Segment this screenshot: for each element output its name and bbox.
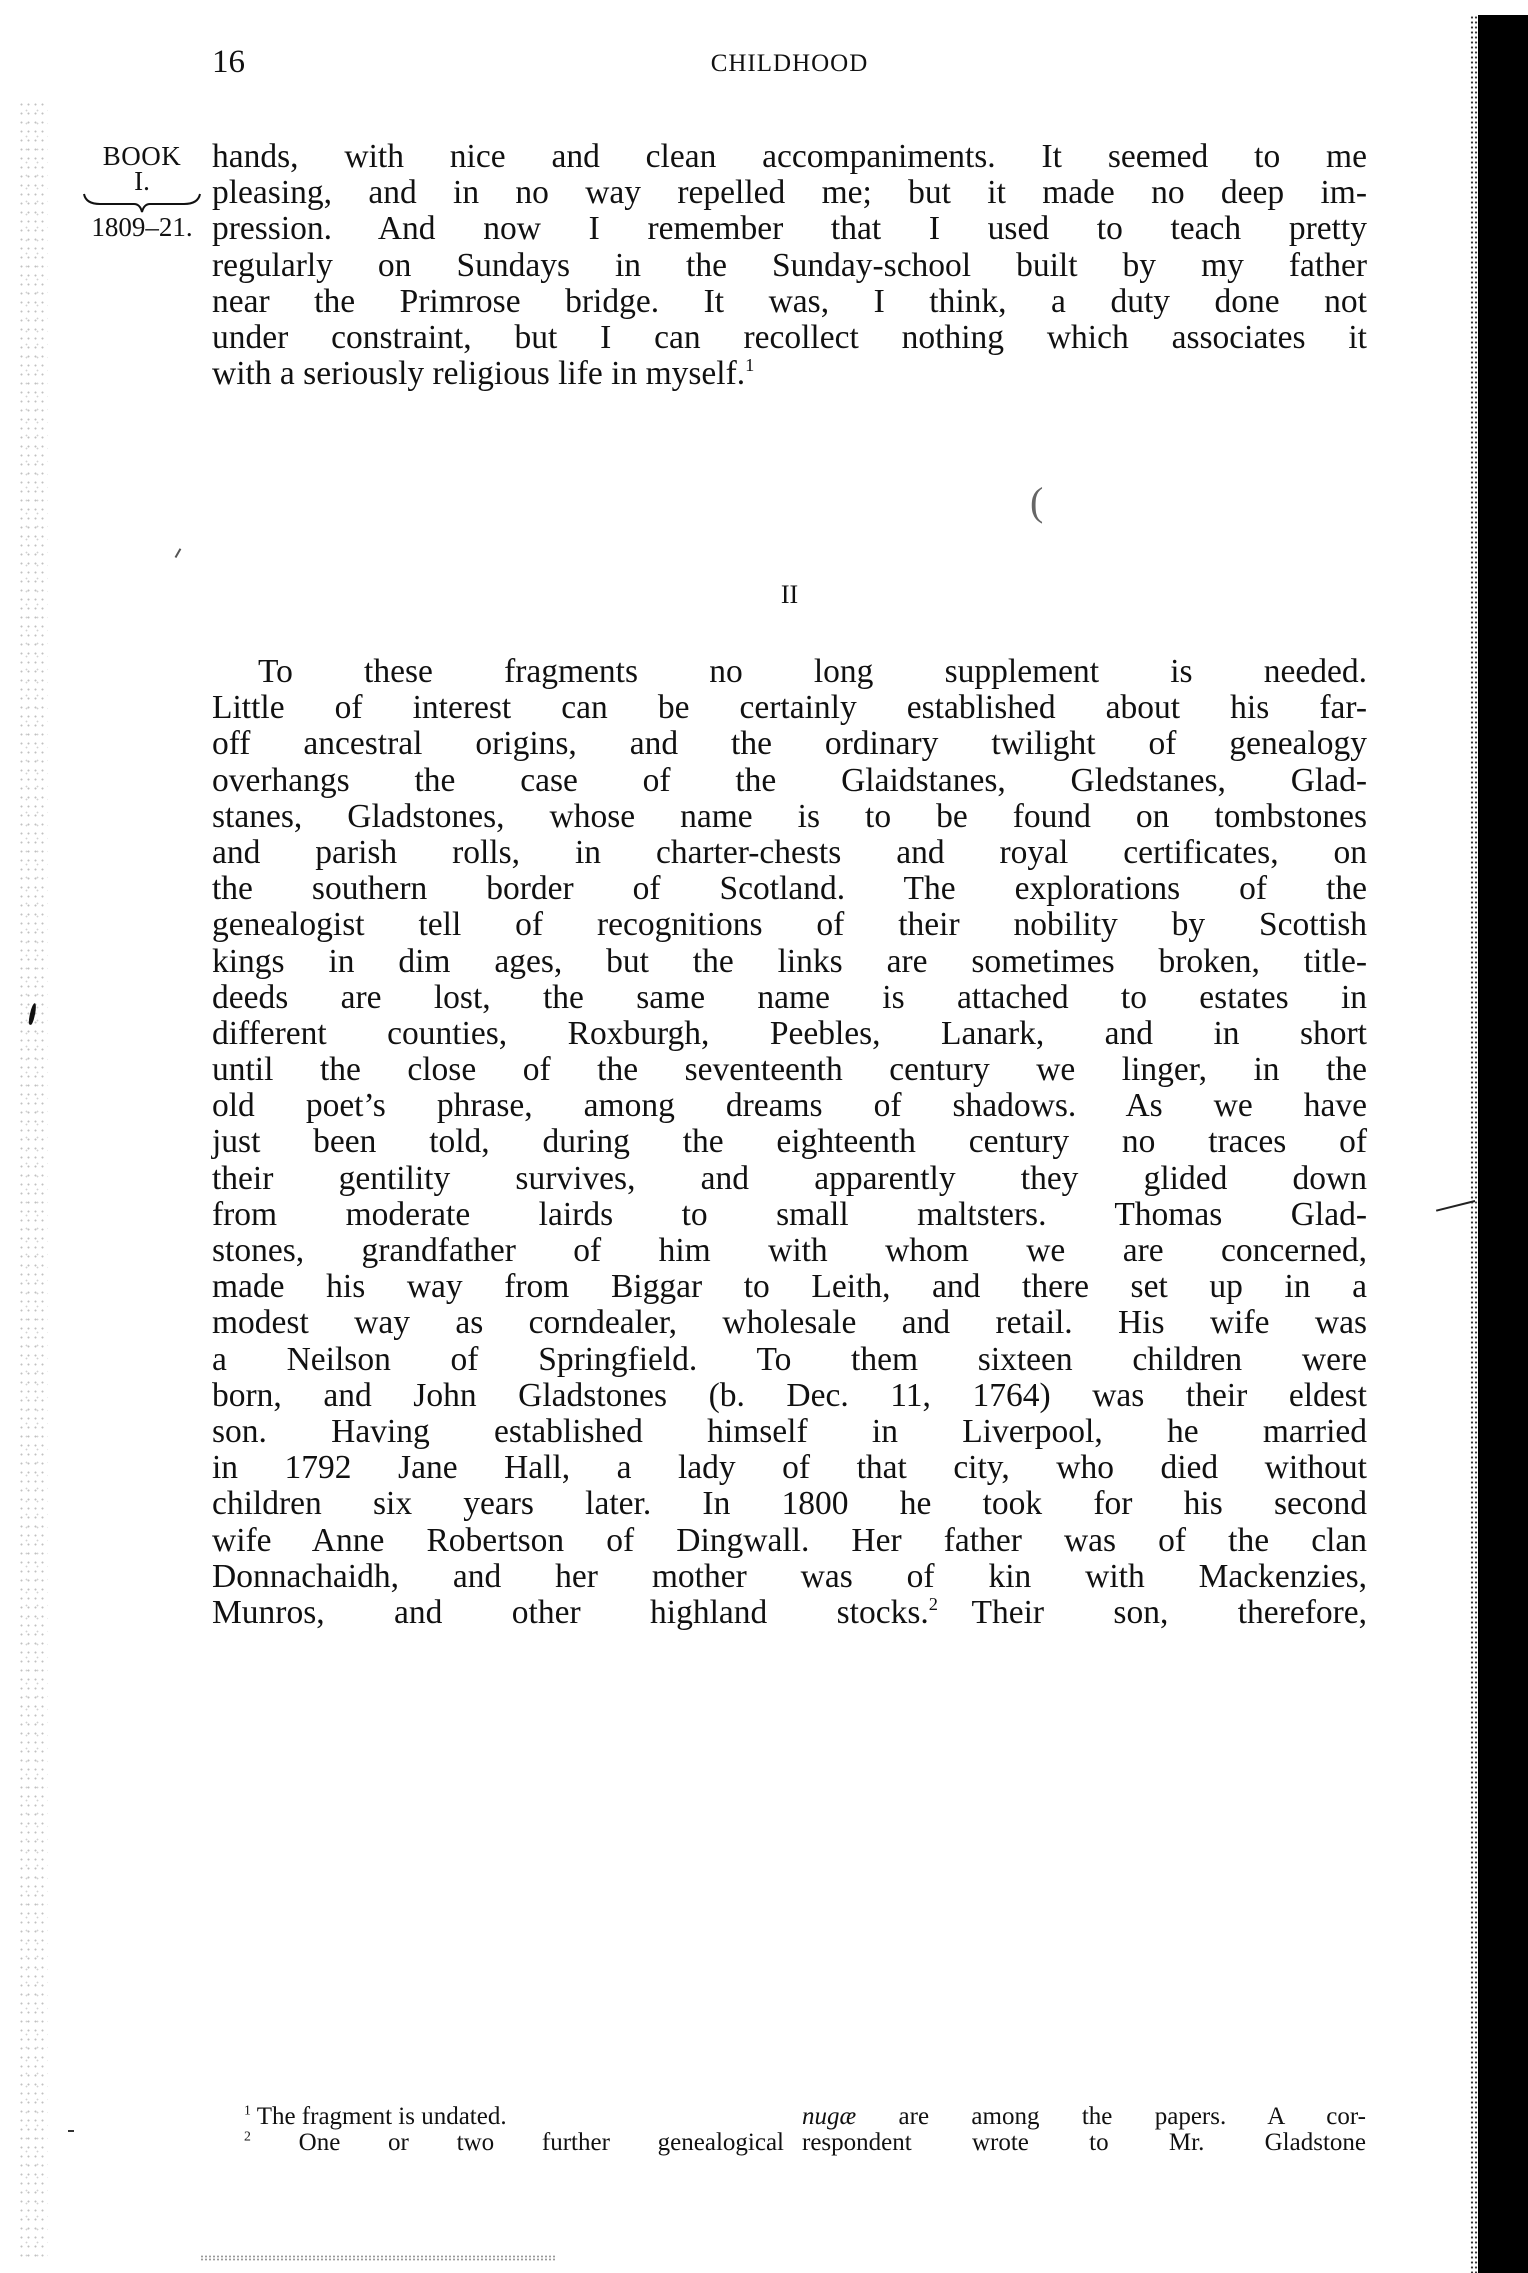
- margin-book-number: I.: [134, 166, 150, 196]
- footnote-ref-1[interactable]: 1: [745, 355, 755, 376]
- text-line: pleasing, and in no way repelled me; but it made no deep im-: [212, 174, 1367, 212]
- text-line: modest way as corndealer, wholesale and retail. His wife was: [212, 1304, 1367, 1342]
- text-line: different counties, Roxburgh, Peebles, Lanark, and in short: [212, 1014, 1367, 1052]
- bottom-smudge: [200, 2255, 555, 2261]
- gutter-speckle: [18, 100, 48, 2260]
- binding-shadow: [1478, 15, 1528, 2273]
- text-line: Donnachaidh, and her mother was of kin with Mackenzies,: [212, 1557, 1367, 1595]
- footnote-continuation: [802, 2104, 1366, 2130]
- text-line: in 1792 Jane Hall, a lady of that city, who died without: [212, 1449, 1367, 1487]
- text-line: overhangs the case of the Glaidstanes, Gledstanes, Glad-: [212, 761, 1367, 799]
- text-line: stanes, Gladstones, whose name is to be found on tombstones: [212, 797, 1367, 835]
- text-line: near the Primrose bridge. It was, I think, a duty done not: [212, 282, 1367, 320]
- footnotes-right-column: [802, 2104, 1366, 2156]
- footnote-italic-word: nugæ: [802, 2103, 857, 2130]
- text-line: pression. And now I remember that I used to teach pretty: [212, 210, 1367, 248]
- text-line: children six years later. In 1800 he took for his second: [212, 1485, 1367, 1523]
- text-line: their gentility survives, and apparently they glided down: [212, 1159, 1367, 1197]
- footnote-2: [244, 2130, 784, 2156]
- text-line: born, and John Gladstones (b. Dec. 11, 1764) was their eldest: [212, 1376, 1367, 1414]
- running-title: CHILDHOOD: [710, 50, 869, 77]
- text-line: the southern border of Scotland. The explorations of the: [212, 870, 1367, 908]
- footnote-text: respondent wrote to Mr. Gladstone: [802, 2129, 1366, 2156]
- stray-tick-mark: [175, 548, 181, 557]
- text-line: [212, 356, 1367, 392]
- footnote-text: are among the papers. A cor-: [856, 2103, 1366, 2130]
- text-line: under constraint, but I can recollect nothing which associates it: [212, 318, 1367, 356]
- text-line: old poet’s phrase, among dreams of shadows. As we have: [212, 1087, 1367, 1125]
- text-line-tail: Their son, therefore,: [971, 1593, 1367, 1631]
- text-line: son. Having established himself in Liverpool, he married: [212, 1412, 1367, 1450]
- text-line: deeds are lost, the same name is attached to estates in: [212, 978, 1367, 1016]
- footnote-1: [244, 2104, 784, 2130]
- margin-years: 1809–21.: [91, 212, 193, 242]
- paragraph-2: [212, 654, 1367, 1631]
- paragraph-1: [212, 139, 1367, 392]
- footnote-text: One or two further genealogical: [298, 2129, 785, 2156]
- text-line: genealogist tell of recognitions of their nobility by Scottish: [212, 906, 1367, 944]
- text-line: a Neilson of Springfield. To them sixteen children were: [212, 1340, 1367, 1378]
- stray-dash-mark: [68, 2130, 74, 2132]
- footnote-ref-2[interactable]: 2: [928, 1593, 938, 1614]
- text-line: from moderate lairds to small maltsters. Thomas Glad-: [212, 1195, 1367, 1233]
- page-number: 16: [212, 44, 245, 80]
- text-line-content: with a seriously religious life in myself.: [212, 355, 746, 393]
- text-line: regularly on Sundays in the Sunday-school built by my father: [212, 246, 1367, 284]
- text-line: and parish rolls, in charter-chests and royal certificates, on: [212, 833, 1367, 871]
- text-line: kings in dim ages, but the links are sometimes broken, title-: [212, 942, 1367, 980]
- running-head: [212, 44, 1367, 84]
- stray-pencil-mark: (: [1030, 479, 1044, 524]
- text-line: just been told, during the eighteenth century no traces of: [212, 1123, 1367, 1161]
- footnote-marker: 2: [244, 2128, 251, 2144]
- footnote-marker: 1: [244, 2102, 251, 2118]
- section-number: II: [780, 580, 799, 609]
- footnote-continuation: [802, 2130, 1366, 2156]
- text-line: wife Anne Robertson of Dingwall. Her father was of the clan: [212, 1521, 1367, 1559]
- margin-book-label: BOOK: [102, 141, 182, 171]
- footnote-text: The fragment is undated.: [256, 2103, 507, 2130]
- text-line-content: Munros, and other highland stocks.: [212, 1593, 929, 1631]
- margin-note: [82, 138, 202, 242]
- text-line: made his way from Biggar to Leith, and there set up in a: [212, 1268, 1367, 1306]
- text-line: hands, with nice and clean accompaniments. It seemed to me: [212, 138, 1367, 175]
- text-line: Little of interest can be certainly established about his far-: [212, 689, 1367, 727]
- text-line: until the close of the seventeenth century we linger, in the: [212, 1051, 1367, 1089]
- text-line: off ancestral origins, and the ordinary twilight of genealogy: [212, 725, 1367, 763]
- text-line: To these fragments no long supplement is needed.: [258, 653, 1367, 690]
- text-line: [212, 1595, 1367, 1631]
- footnotes-left-column: [244, 2104, 784, 2156]
- text-line: stones, grandfather of him with whom we are concerned,: [212, 1232, 1367, 1269]
